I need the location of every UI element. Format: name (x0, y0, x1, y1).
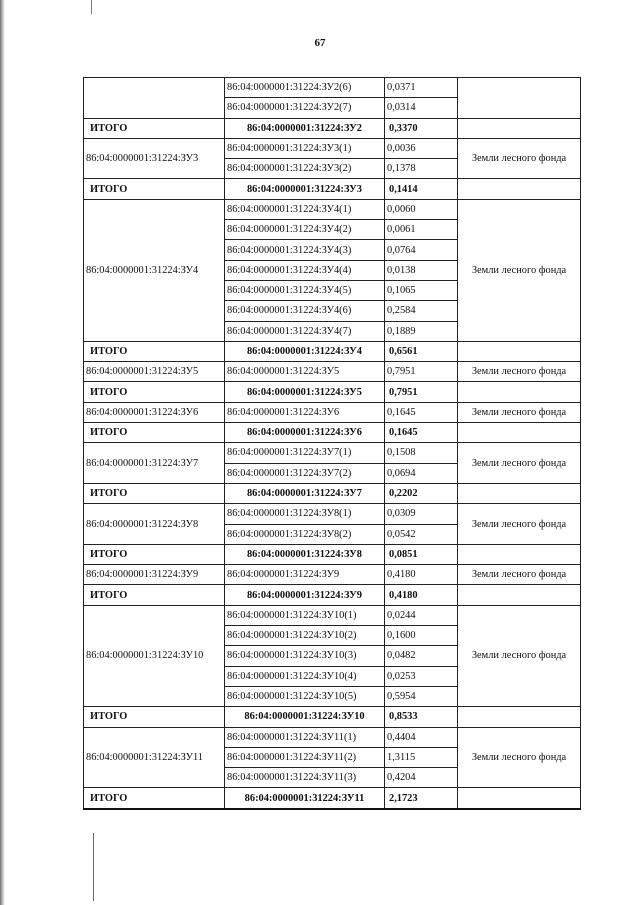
total-area: 0,2202 (385, 483, 458, 503)
plot-part-area: 0,0764 (385, 240, 458, 260)
total-label: ИТОГО (84, 423, 225, 443)
land-category: Земли лесного фонда (458, 443, 581, 484)
plot-part-number: 86:04:0000001:31224:ЗУ10(3) (225, 646, 385, 666)
plot-part-area: 0,0309 (385, 504, 458, 524)
plot-part-number: 86:04:0000001:31224:ЗУ3(1) (225, 138, 385, 158)
plot-part-area: 0,1645 (385, 402, 458, 422)
total-row (84, 423, 581, 443)
plot-part-number: 86:04:0000001:31224:ЗУ2(6) (225, 78, 385, 98)
parent-plot-number: 86:04:0000001:31224:ЗУ11 (84, 727, 225, 788)
plot-part-area: 0,0542 (385, 524, 458, 544)
parent-plot-number: 86:04:0000001:31224:ЗУ7 (84, 443, 225, 484)
land-category (458, 78, 581, 119)
plot-part-number: 86:04:0000001:31224:ЗУ11(3) (225, 768, 385, 788)
land-category: Земли лесного фонда (458, 605, 581, 706)
plot-part-area: 0,4180 (385, 565, 458, 585)
total-row (84, 788, 581, 809)
total-plot-number: 86:04:0000001:31224:ЗУ6 (225, 423, 385, 443)
total-category-empty (458, 544, 581, 564)
plot-part-number: 86:04:0000001:31224:ЗУ7(2) (225, 463, 385, 483)
total-area: 0,7951 (385, 382, 458, 402)
total-area: 0,1645 (385, 423, 458, 443)
plot-part-area: 0,0244 (385, 605, 458, 625)
total-area: 0,1414 (385, 179, 458, 199)
scan-shadow-edge (0, 0, 5, 905)
plot-part-number: 86:04:0000001:31224:ЗУ6 (225, 402, 385, 422)
plot-part-area: 0,5954 (385, 686, 458, 706)
total-category-empty (458, 585, 581, 605)
plot-part-area: 0,7951 (385, 362, 458, 382)
total-category-empty (458, 788, 581, 809)
plot-part-area: 0,2584 (385, 301, 458, 321)
land-category: Земли лесного фонда (458, 565, 581, 585)
total-category-empty (458, 179, 581, 199)
table-row (84, 362, 581, 382)
plot-part-number: 86:04:0000001:31224:ЗУ4(6) (225, 301, 385, 321)
plot-part-number: 86:04:0000001:31224:ЗУ10(5) (225, 686, 385, 706)
plot-part-area: 0,4404 (385, 727, 458, 747)
scan-artifact-line (91, 0, 92, 14)
page-number: 67 (314, 37, 326, 49)
table-row (84, 78, 581, 98)
total-label: ИТОГО (84, 788, 225, 809)
plot-part-number: 86:04:0000001:31224:ЗУ10(4) (225, 666, 385, 686)
total-label: ИТОГО (84, 707, 225, 727)
total-plot-number: 86:04:0000001:31224:ЗУ7 (225, 483, 385, 503)
plot-part-number: 86:04:0000001:31224:ЗУ9 (225, 565, 385, 585)
parent-plot-number: 86:04:0000001:31224:ЗУ5 (84, 362, 225, 382)
total-plot-number: 86:04:0000001:31224:ЗУ3 (225, 179, 385, 199)
total-row (84, 382, 581, 402)
total-area: 0,4180 (385, 585, 458, 605)
parent-plot-number: 86:04:0000001:31224:ЗУ9 (84, 565, 225, 585)
plot-part-area: 0,1508 (385, 443, 458, 463)
scan-artifact-line (93, 833, 94, 901)
plot-part-number: 86:04:0000001:31224:ЗУ10(2) (225, 626, 385, 646)
plot-part-area: 0,0061 (385, 220, 458, 240)
total-label: ИТОГО (84, 382, 225, 402)
total-area: 0,0851 (385, 544, 458, 564)
total-category-empty (458, 382, 581, 402)
parent-plot-number: 86:04:0000001:31224:ЗУ10 (84, 605, 225, 706)
table-row (84, 605, 581, 625)
table-row (84, 199, 581, 219)
plot-part-area: 0,0253 (385, 666, 458, 686)
total-plot-number: 86:04:0000001:31224:ЗУ10 (225, 707, 385, 727)
land-category: Земли лесного фонда (458, 727, 581, 788)
plot-part-number: 86:04:0000001:31224:ЗУ4(3) (225, 240, 385, 260)
total-plot-number: 86:04:0000001:31224:ЗУ5 (225, 382, 385, 402)
plot-part-number: 86:04:0000001:31224:ЗУ3(2) (225, 159, 385, 179)
plot-part-area: 0,1889 (385, 321, 458, 341)
parent-plot-number (84, 78, 225, 119)
plot-part-area: 0,0694 (385, 463, 458, 483)
table-row (84, 402, 581, 422)
total-label: ИТОГО (84, 179, 225, 199)
land-category: Земли лесного фонда (458, 504, 581, 545)
land-plots-table-body (84, 78, 581, 809)
plot-part-area: 0,1378 (385, 159, 458, 179)
total-label: ИТОГО (84, 341, 225, 361)
land-category: Земли лесного фонда (458, 362, 581, 382)
total-plot-number: 86:04:0000001:31224:ЗУ2 (225, 118, 385, 138)
total-area: 0,3370 (385, 118, 458, 138)
table-row (84, 138, 581, 158)
plot-part-number: 86:04:0000001:31224:ЗУ8(1) (225, 504, 385, 524)
total-label: ИТОГО (84, 585, 225, 605)
total-category-empty (458, 707, 581, 727)
plot-part-number: 86:04:0000001:31224:ЗУ5 (225, 362, 385, 382)
total-category-empty (458, 483, 581, 503)
plot-part-area: 0,4204 (385, 768, 458, 788)
total-row (84, 544, 581, 564)
plot-part-number: 86:04:0000001:31224:ЗУ4(1) (225, 199, 385, 219)
total-label: ИТОГО (84, 544, 225, 564)
total-plot-number: 86:04:0000001:31224:ЗУ4 (225, 341, 385, 361)
plot-part-number: 86:04:0000001:31224:ЗУ4(7) (225, 321, 385, 341)
total-area: 0,6561 (385, 341, 458, 361)
land-plots-table (83, 77, 581, 810)
total-row (84, 707, 581, 727)
plot-part-area: 0,0138 (385, 260, 458, 280)
total-area: 0,8533 (385, 707, 458, 727)
plot-part-number: 86:04:0000001:31224:ЗУ2(7) (225, 98, 385, 118)
total-plot-number: 86:04:0000001:31224:ЗУ9 (225, 585, 385, 605)
total-plot-number: 86:04:0000001:31224:ЗУ8 (225, 544, 385, 564)
parent-plot-number: 86:04:0000001:31224:ЗУ4 (84, 199, 225, 341)
plot-part-number: 86:04:0000001:31224:ЗУ11(2) (225, 747, 385, 767)
plot-part-area: 0,0036 (385, 138, 458, 158)
plot-part-number: 86:04:0000001:31224:ЗУ7(1) (225, 443, 385, 463)
plot-part-area: 0,1065 (385, 280, 458, 300)
land-category: Земли лесного фонда (458, 138, 581, 179)
total-row (84, 179, 581, 199)
land-category: Земли лесного фонда (458, 199, 581, 341)
plot-part-area: 1,3115 (385, 747, 458, 767)
plot-part-area: 0,0060 (385, 199, 458, 219)
parent-plot-number: 86:04:0000001:31224:ЗУ6 (84, 402, 225, 422)
plot-part-area: 0,1600 (385, 626, 458, 646)
plot-part-number: 86:04:0000001:31224:ЗУ4(5) (225, 280, 385, 300)
parent-plot-number: 86:04:0000001:31224:ЗУ8 (84, 504, 225, 545)
table-row (84, 565, 581, 585)
plot-part-area: 0,0371 (385, 78, 458, 98)
parent-plot-number: 86:04:0000001:31224:ЗУ3 (84, 138, 225, 179)
total-row (84, 585, 581, 605)
table-row (84, 443, 581, 463)
plot-part-area: 0,0482 (385, 646, 458, 666)
total-category-empty (458, 423, 581, 443)
total-row (84, 483, 581, 503)
land-category: Земли лесного фонда (458, 402, 581, 422)
total-category-empty (458, 118, 581, 138)
plot-part-number: 86:04:0000001:31224:ЗУ8(2) (225, 524, 385, 544)
plot-part-number: 86:04:0000001:31224:ЗУ4(2) (225, 220, 385, 240)
total-row (84, 118, 581, 138)
table-row (84, 727, 581, 747)
plot-part-number: 86:04:0000001:31224:ЗУ11(1) (225, 727, 385, 747)
total-label: ИТОГО (84, 483, 225, 503)
plot-part-number: 86:04:0000001:31224:ЗУ10(1) (225, 605, 385, 625)
total-row (84, 341, 581, 361)
plot-part-number: 86:04:0000001:31224:ЗУ4(4) (225, 260, 385, 280)
total-plot-number: 86:04:0000001:31224:ЗУ11 (225, 788, 385, 809)
total-area: 2,1723 (385, 788, 458, 809)
plot-part-area: 0,0314 (385, 98, 458, 118)
total-category-empty (458, 341, 581, 361)
table-row (84, 504, 581, 524)
total-label: ИТОГО (84, 118, 225, 138)
